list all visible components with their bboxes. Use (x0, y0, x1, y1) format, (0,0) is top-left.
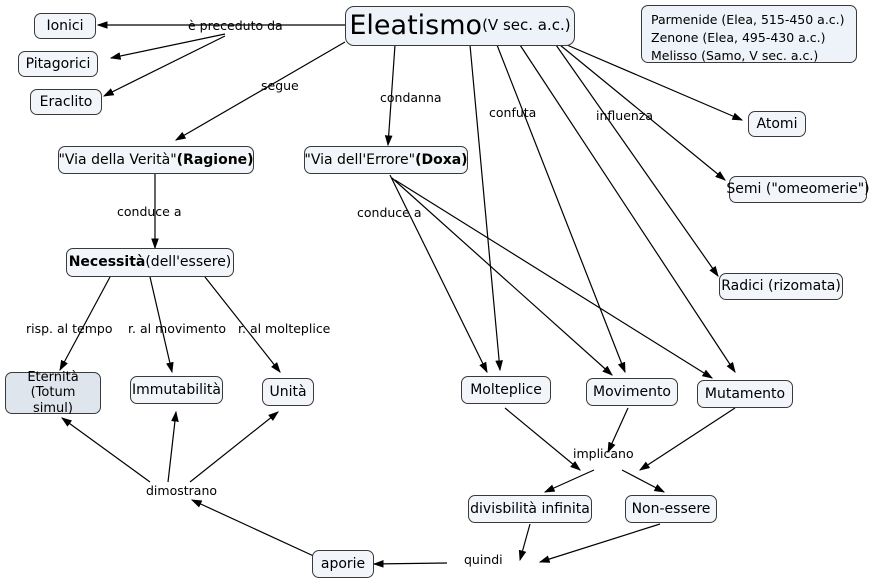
legend-line-3: Melisso (Samo, V sec. a.c.) (651, 48, 819, 64)
node-molteplice-label: Molteplice (470, 381, 542, 398)
node-via-dell-errore-emphasis: (Doxa) (415, 151, 468, 168)
edge-label-implicano-text: implicano (573, 446, 634, 461)
edge-label-dimostrano-text: dimostrano (146, 483, 218, 498)
node-pitagorici-label: Pitagorici (25, 55, 91, 72)
node-divisibilita-infinita[interactable] (468, 495, 592, 523)
node-eraclito[interactable] (30, 89, 102, 115)
node-mutamento[interactable] (697, 380, 793, 408)
legend-box (641, 5, 857, 63)
node-eternita-label-line1: Eternità (27, 369, 79, 385)
node-immutabilita[interactable] (130, 376, 223, 404)
node-via-della-verita-label: "Via della Verità" (58, 151, 177, 168)
node-pitagorici[interactable] (18, 51, 98, 77)
edge-label-e-preceduto-da (188, 18, 283, 33)
node-movimento-label: Movimento (593, 383, 671, 400)
node-atomi-label: Atomi (756, 115, 798, 132)
node-eraclito-label: Eraclito (39, 93, 93, 110)
node-via-dell-errore-label: "Via dell'Errore" (304, 151, 416, 168)
node-radici-label: Radici (rizomata) (721, 278, 841, 295)
edge-label-risp-al-tempo (26, 321, 112, 336)
node-molteplice[interactable] (461, 376, 551, 404)
edge-label-condanna (380, 90, 442, 105)
node-via-della-verita-emphasis: (Ragione) (176, 151, 254, 168)
edge-label-influenza-text: influenza (596, 108, 654, 123)
node-eleatismo[interactable] (345, 6, 575, 46)
node-eleatismo-title: Eleatismo (349, 10, 483, 42)
edge-label-quindi-text: quindi (464, 552, 503, 567)
edge-label-condanna-text: condanna (380, 90, 442, 105)
node-eternita-label-line2: (Totum simul) (30, 385, 76, 416)
edge-label-implicano (573, 446, 634, 461)
node-via-dell-errore[interactable] (304, 146, 468, 174)
node-unita-label: Unità (269, 383, 307, 400)
node-via-della-verita[interactable] (58, 146, 254, 174)
edge-label-confuta (489, 105, 536, 120)
edge-label-confuta-text: confuta (489, 105, 537, 120)
edge-label-conduce-a-verita (117, 204, 182, 219)
node-necessita-label: (dell'essere) (145, 254, 232, 271)
edge-label-segue-text: segue (261, 78, 299, 93)
node-divisibilita-infinita-label: divisbilità infinita (470, 500, 590, 517)
node-atomi[interactable] (748, 111, 806, 137)
edge-label-r-al-movimento (128, 321, 226, 336)
edge-label-r-al-molteplice-text: r. al molteplice (238, 321, 331, 336)
node-necessita[interactable] (66, 248, 234, 277)
node-ionici[interactable] (34, 13, 96, 39)
edge-label-conduce-a-errore (357, 205, 422, 220)
edge-label-segue (261, 78, 299, 93)
node-aporie[interactable] (312, 550, 374, 578)
edge-label-r-al-molteplice (238, 321, 330, 336)
node-ionici-label: Ionici (46, 17, 84, 34)
edge-label-conduce-a-errore-text: conduce a (357, 205, 422, 220)
node-semi[interactable] (726, 176, 870, 203)
edge-label-influenza (596, 108, 653, 123)
edge-label-r-al-movimento-text: r. al movimento (128, 321, 227, 336)
edge-label-dimostrano (146, 483, 217, 498)
node-radici[interactable] (719, 273, 843, 300)
legend-line-1: Parmenide (Elea, 515-450 a.c.) (651, 12, 845, 27)
node-immutabilita-label: Immutabilità (132, 381, 221, 398)
node-eleatismo-subtitle: (V sec. a.c.) (482, 16, 571, 35)
node-movimento[interactable] (586, 378, 678, 406)
node-non-essere-label: Non-essere (631, 500, 711, 517)
edge-label-conduce-a-verita-text: conduce a (117, 204, 182, 219)
node-non-essere[interactable] (625, 495, 717, 523)
node-eternita[interactable] (5, 369, 101, 416)
edge-label-e-preceduto-da-text: è preceduto da (188, 18, 283, 33)
node-necessita-emphasis: Necessità (68, 254, 146, 271)
edge-label-risp-al-tempo-text: risp. al tempo (26, 321, 113, 336)
node-semi-label: Semi ("omeomerie") (726, 181, 870, 198)
node-aporie-label: aporie (320, 555, 366, 572)
node-mutamento-label: Mutamento (704, 385, 786, 402)
legend-line-2: Zenone (Elea, 495-430 a.c.) (651, 30, 826, 46)
edge-label-quindi (464, 552, 503, 567)
node-unita[interactable] (262, 378, 314, 406)
